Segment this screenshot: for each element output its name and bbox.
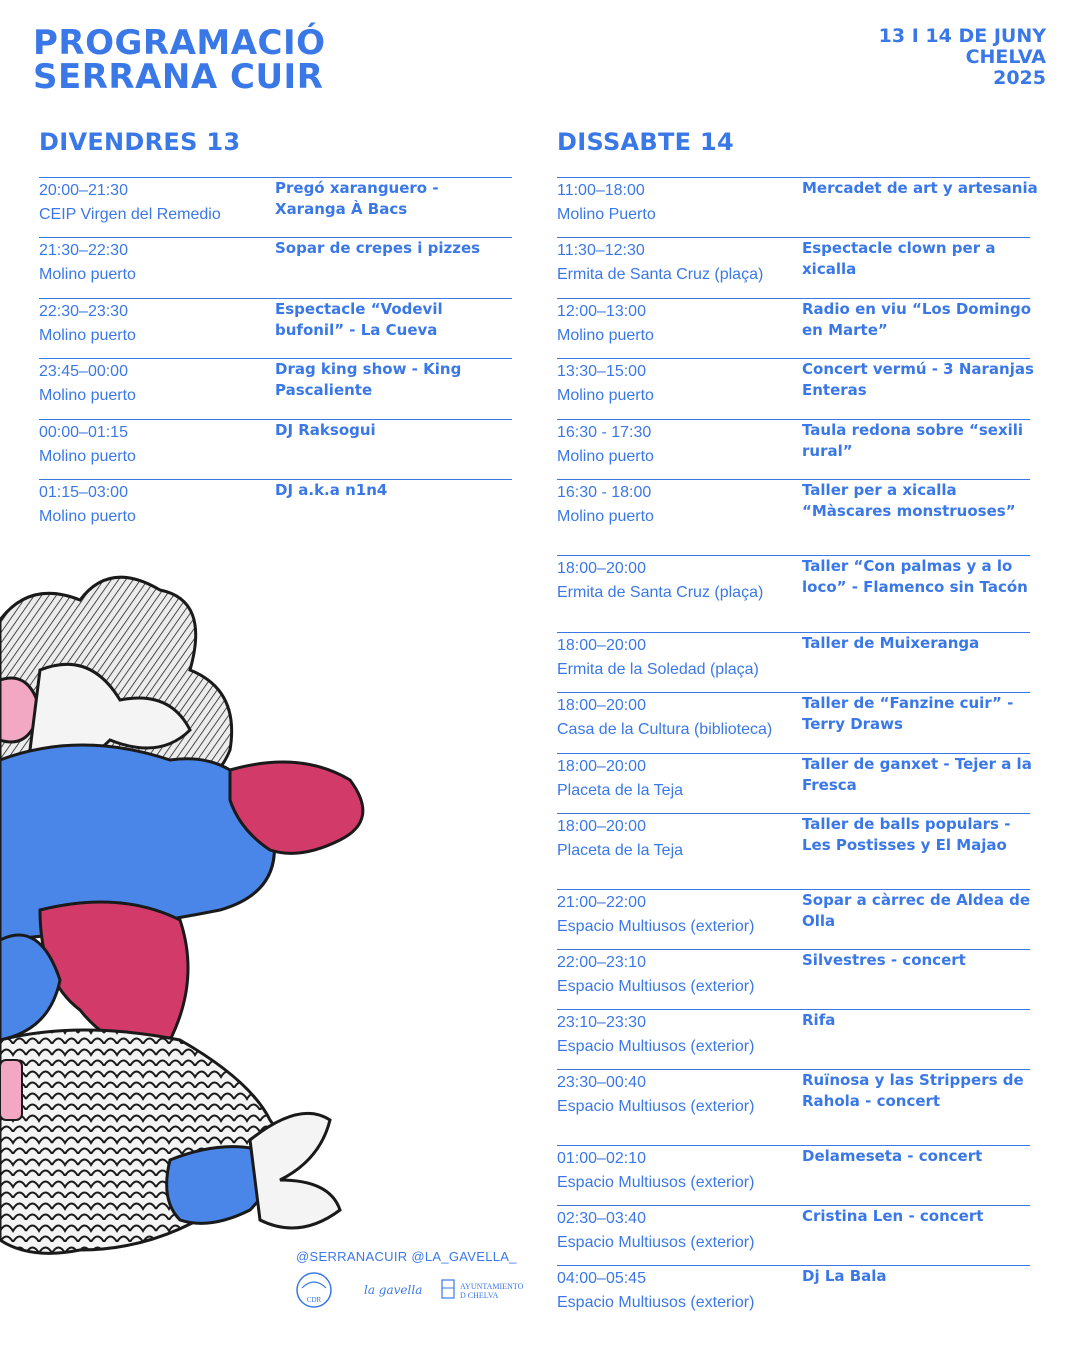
schedule-row (557, 1265, 1030, 1316)
row-time: 23:30–00:40 (557, 1074, 646, 1091)
row-event: Taller de “Fanzine cuir” - Terry Draws (802, 694, 1014, 733)
schedule-row (557, 813, 1030, 864)
row-place: Ermita de Santa Cruz (plaça) (557, 266, 764, 283)
row-time: 00:00–01:15 (39, 424, 128, 441)
row-place: Espacio Multiusos (exterior) (557, 1174, 755, 1191)
title-line-1: PROGRAMACIÓ (33, 23, 326, 63)
row-event: Sopar a càrrec de Aldea de Olla (802, 891, 1031, 930)
row-place: Molino Puerto (557, 206, 656, 223)
schedule-row (557, 237, 1030, 288)
row-event: Delameseta - concert (802, 1147, 983, 1165)
row-event: Taula redona sobre “sexili rural” (802, 421, 1024, 460)
schedule-row (557, 1009, 1030, 1060)
schedule-row (39, 177, 512, 228)
row-place: Molino puerto (39, 327, 136, 344)
row-time: 22:30–23:30 (39, 303, 128, 320)
pink-pocket-shape (0, 1060, 22, 1120)
schedule-row (557, 479, 1030, 530)
schedule-row (557, 358, 1034, 409)
row-time: 22:00–23:10 (557, 954, 646, 971)
row-place: Ermita de Santa Cruz (plaça) (557, 584, 764, 601)
schedule-row (557, 177, 1038, 228)
row-event: Taller de ganxet - Tejer a la Fresca (802, 755, 1032, 794)
date-line-1: 13 I 14 DE JUNY (878, 25, 1046, 47)
schedule-row (557, 419, 1030, 470)
row-event: Taller per a xicalla “Màscares monstruoses” (802, 481, 1016, 520)
row-event: Mercadet de art y artesania (802, 179, 1038, 197)
row-time: 20:00–21:30 (39, 182, 128, 199)
pink-leg-shape (40, 902, 188, 1046)
row-place: Espacio Multiusos (exterior) (557, 918, 755, 935)
row-place: Placeta de la Teja (557, 842, 684, 859)
cdr-logo-icon (297, 1273, 331, 1307)
row-time: 21:30–22:30 (39, 242, 128, 259)
row-time: 18:00–20:00 (557, 758, 646, 775)
row-place: Molino puerto (557, 508, 654, 525)
title-line-2: SERRANA CUIR (33, 57, 324, 97)
schedule-row (557, 889, 1030, 940)
row-time: 02:30–03:40 (557, 1210, 646, 1227)
row-time: 23:45–00:00 (39, 363, 128, 380)
row-place: Molino puerto (39, 266, 136, 283)
row-event: Sopar de crepes i pizzes (275, 239, 481, 257)
row-time: 11:30–12:30 (557, 242, 645, 259)
schedule-row (557, 1145, 1030, 1196)
row-time: 23:10–23:30 (557, 1014, 646, 1031)
row-place: Molino puerto (557, 387, 654, 404)
row-place: CEIP Virgen del Remedio (39, 206, 221, 223)
row-time: 04:00–05:45 (557, 1270, 646, 1287)
row-time: 18:00–20:00 (557, 637, 646, 654)
row-place: Ermita de la Soledad (plaça) (557, 661, 759, 678)
logo-gavella-text: la gavella (364, 1283, 423, 1297)
row-event: Dj La Bala (802, 1267, 887, 1285)
row-time: 21:00–22:00 (557, 894, 646, 911)
row-event: DJ a.k.a n1n4 (275, 481, 388, 499)
row-time: 11:00–18:00 (557, 182, 645, 199)
row-place: Molino puerto (39, 448, 136, 465)
logo-ayuntamiento-line2: D CHELVA (460, 1291, 499, 1300)
event-date-block (879, 26, 1046, 89)
row-time: 18:00–20:00 (557, 560, 646, 577)
page-title (33, 23, 326, 97)
schedule-row (557, 692, 1030, 743)
friday-heading: DIVENDRES 13 (39, 128, 241, 156)
row-place: Espacio Multiusos (exterior) (557, 978, 755, 995)
schedule-row (39, 419, 512, 470)
date-line-2: CHELVA (965, 46, 1046, 68)
row-time: 13:30–15:00 (557, 363, 646, 380)
logo-cdr-text: CDR (306, 1296, 322, 1304)
row-place: Espacio Multiusos (exterior) (557, 1234, 755, 1251)
row-place: Molino puerto (557, 327, 654, 344)
schedule-row (557, 753, 1030, 804)
row-event: DJ Raksogui (275, 421, 376, 439)
sponsor-logos (294, 1270, 529, 1310)
row-event: Taller “Con palmas y a lo loco” - Flamenco sin Tacón (802, 557, 1028, 596)
creature-illustration (0, 560, 560, 1350)
row-event: Drag king show - King Pascaliente (275, 360, 462, 399)
row-event: Radio en viu “Los Domingo en Marte” (802, 300, 1032, 339)
la-gavella-logo-icon (364, 1283, 422, 1297)
row-event: Espectacle “Vodevil bufonil” - La Cueva (275, 300, 443, 339)
row-place: Placeta de la Teja (557, 782, 684, 799)
row-time: 16:30 - 17:30 (557, 424, 652, 441)
feather-shape (250, 1113, 340, 1228)
schedule-row (39, 237, 512, 288)
row-place: Espacio Multiusos (exterior) (557, 1098, 755, 1115)
row-place: Molino puerto (557, 448, 654, 465)
schedule-row (39, 358, 512, 409)
row-place: Espacio Multiusos (exterior) (557, 1294, 755, 1311)
row-place: Casa de la Cultura (biblioteca) (557, 721, 773, 738)
row-place: Espacio Multiusos (exterior) (557, 1038, 755, 1055)
schedule-row (557, 1069, 1030, 1120)
row-time: 01:00–02:10 (557, 1150, 646, 1167)
schedule-row (39, 479, 512, 530)
row-event: Rifa (802, 1011, 836, 1029)
schedule-row (557, 1205, 1030, 1256)
schedule-row (39, 298, 512, 349)
row-time: 01:15–03:00 (39, 484, 128, 501)
row-time: 18:00–20:00 (557, 697, 646, 714)
schedule-row (557, 298, 1030, 349)
row-time: 18:00–20:00 (557, 818, 646, 835)
row-place: Molino puerto (39, 387, 136, 404)
saturday-heading: DISSABTE 14 (557, 128, 735, 156)
row-event: Taller de Muixeranga (802, 634, 980, 652)
social-handles: @SERRANACUIR @LA_GAVELLA_ (296, 1249, 517, 1264)
row-event: Espectacle clown per a xicalla (802, 239, 996, 278)
row-event: Cristina Len - concert (802, 1207, 984, 1225)
row-place: Molino puerto (39, 508, 136, 525)
schedule-row (557, 555, 1030, 606)
row-event: Taller de balls populars - Les Postisses y El Majao (802, 815, 1011, 854)
ayuntamiento-logo-icon (442, 1280, 524, 1300)
row-event: Ruïnosa y las Strippers de Rahola - concert (802, 1071, 1024, 1110)
date-line-3: 2025 (993, 67, 1046, 89)
row-time: 16:30 - 18:00 (557, 484, 652, 501)
logo-ayuntamiento-line1: AYUNTAMIENTO (460, 1282, 524, 1291)
row-time: 12:00–13:00 (557, 303, 646, 320)
row-event: Pregó xaranguero - Xaranga À Bacs (275, 179, 439, 218)
schedule-row (557, 632, 1030, 683)
scaled-tail-shape (0, 1030, 279, 1253)
row-event: Concert vermú - 3 Naranjas Enteras (802, 360, 1034, 399)
row-event: Silvestres - concert (802, 951, 966, 969)
schedule-row (557, 949, 1030, 1000)
